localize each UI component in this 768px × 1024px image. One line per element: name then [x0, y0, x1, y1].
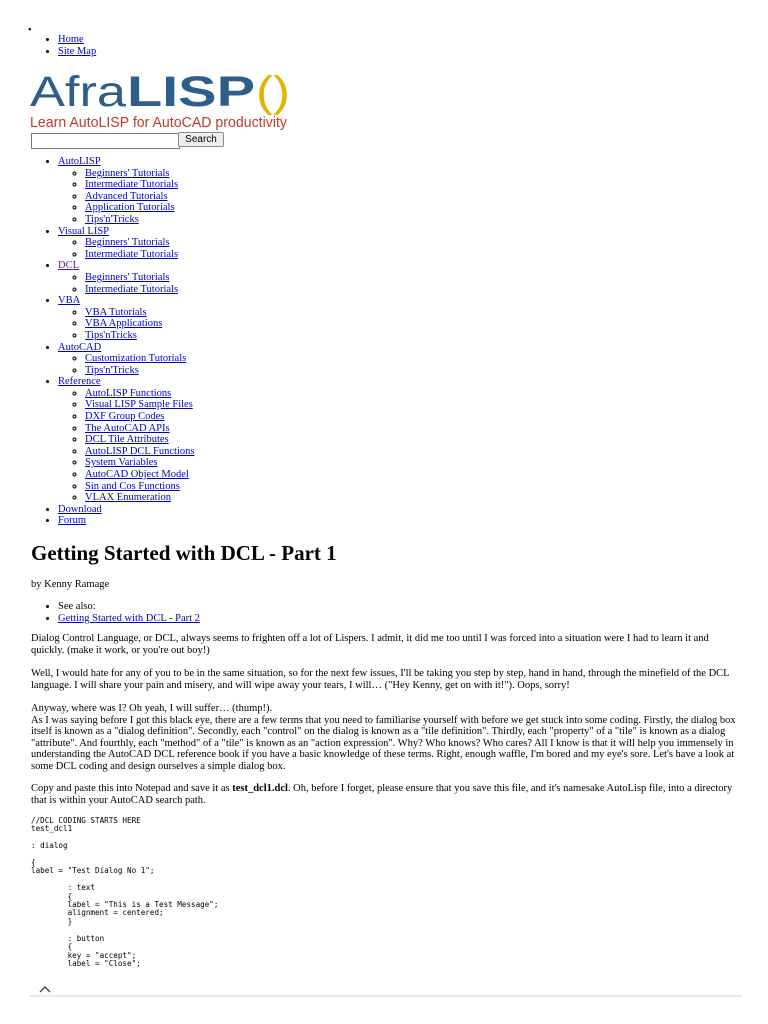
nav-subitem	[85, 457, 194, 469]
nav-section-visual-lisp	[58, 226, 194, 261]
nav-subitem	[85, 179, 194, 191]
see-also-label: • See also:	[58, 601, 200, 613]
bottom-divider	[30, 995, 742, 997]
nav-subitem	[85, 446, 194, 458]
see-also-list	[46, 601, 200, 624]
nav-link[interactable]: Intermediate Tutorials	[85, 283, 179, 295]
page-title: Getting Started with DCL - Part 1	[31, 541, 337, 565]
chevron-up-icon[interactable]	[36, 982, 54, 996]
nav-link[interactable]: Tips'nTricks	[85, 329, 137, 341]
afralisp-logo[interactable]	[30, 68, 300, 130]
nav-link[interactable]: Beginners' Tutorials	[85, 271, 170, 283]
nav-subitem	[85, 423, 194, 435]
nav-autocad-link[interactable]: AutoCAD	[58, 341, 102, 353]
nav-subitem	[85, 434, 194, 446]
nav-link[interactable]: DCL Tile Attributes	[85, 434, 169, 446]
logo-parens: ()	[256, 68, 290, 116]
nav-forum-link[interactable]: Forum	[58, 515, 87, 527]
home-link[interactable]: Home	[58, 34, 84, 45]
paragraph: Dialog Control Language, or DCL, always seems to frighten off a lot of Lispers. I admit, it did me too until I was forced into a situation were I had to learn it and quickly. (make it work, or you're out boy!)	[31, 633, 709, 656]
nav-link[interactable]: Beginners' Tutorials	[85, 167, 170, 179]
nav-link[interactable]: Application Tutorials	[85, 202, 175, 214]
paragraph	[31, 783, 741, 806]
byline: by Kenny Ramage	[31, 579, 110, 590]
nav-download	[58, 504, 194, 516]
nav-subitem	[85, 284, 194, 296]
nav-subitem	[85, 353, 194, 365]
nav-link[interactable]: Tips'n'Tricks	[85, 364, 139, 376]
logo-tagline: Learn AutoLISP for AutoCAD productivity	[30, 114, 288, 130]
nav-subitem	[85, 330, 194, 342]
nav-submenu	[85, 307, 194, 342]
nav-link[interactable]: Intermediate Tutorials	[85, 248, 179, 260]
nav-link[interactable]: Visual LISP Sample Files	[85, 399, 193, 411]
nav-subitem	[85, 365, 194, 377]
paragraph-line: As I was saying before I got this black eye, there are a few terms that you need to familiarise yourself with before we get stuck into some coding. Firstly, the dialog box itself is known as a "dialog definition". Secondly, each "control" on the dialog is known as a "tile definition". Thirdly, each "property" of a "tile" is known as a dialog "attribute". And fourthly, each "method" of a "tile" is known as an "action expression". Why? Who knows? Who cares? All I know is that it will help you immensely in understanding the AutoCAD DCL reference book if you have a basic knowledge of these terms. Right, enough waffle, I'm bored and my eye's sore. Let's have a look at some DCL coding and design ourselves a simple dialog box.	[31, 714, 736, 772]
nav-link[interactable]: DXF Group Codes	[85, 411, 165, 423]
nav-link[interactable]: Sin and Cos Functions	[85, 480, 180, 492]
nav-submenu	[85, 168, 194, 226]
nav-subitem	[85, 388, 194, 400]
nav-visual-lisp-link[interactable]: Visual LISP	[58, 225, 109, 237]
part-2-link[interactable]: Getting Started with DCL - Part 2	[58, 612, 200, 624]
nav-subitem	[85, 168, 194, 180]
nav-submenu	[85, 237, 194, 260]
nav-link[interactable]: System Variables	[85, 457, 158, 469]
code-block: //DCL CODING STARTS HERE test_dcl1 : dialog { label = "Test Dialog No 1"; : text { label = "This is a Test Message"; alignment = centered; } : button { key = "accept"; label = "Close";	[31, 816, 219, 968]
paragraph-text: Copy and paste this into Notepad and save it as	[31, 783, 233, 794]
nav-subitem	[85, 237, 194, 249]
logo-lisp: LISP	[127, 68, 255, 116]
nav-link[interactable]: Customization Tutorials	[85, 353, 187, 365]
see-also-item	[58, 613, 200, 625]
nav-submenu	[85, 353, 194, 376]
nav-subitem	[85, 469, 194, 481]
top-links	[46, 34, 96, 57]
nav-link[interactable]: AutoLISP DCL Functions	[85, 445, 195, 457]
paragraph-line: Anyway, where was I? Oh yeah, I will suffer… (thump!).	[31, 703, 273, 714]
nav-subitem	[85, 307, 194, 319]
nav-subitem	[85, 411, 194, 423]
nav-forum	[58, 515, 194, 527]
main-nav	[46, 156, 194, 527]
nav-dcl-link[interactable]: DCL	[58, 260, 79, 272]
nav-link[interactable]: Tips'n'Tricks	[85, 213, 139, 225]
nav-autolisp-link[interactable]: AutoLISP	[58, 156, 101, 167]
nav-subitem	[85, 191, 194, 203]
site-map-link[interactable]: Site Map	[58, 45, 97, 57]
nav-subitem	[85, 214, 194, 226]
nav-link[interactable]: VBA Tutorials	[85, 306, 147, 318]
nav-section-dcl	[58, 260, 194, 295]
filename: test_dcl1.dcl	[232, 783, 288, 794]
nav-link[interactable]: AutoLISP Functions	[85, 387, 172, 399]
nav-subitem	[85, 492, 194, 504]
nav-section-autocad	[58, 342, 194, 377]
nav-subitem	[85, 249, 194, 261]
nav-link[interactable]: Intermediate Tutorials	[85, 179, 179, 191]
nav-submenu	[85, 272, 194, 295]
paragraph-text: . Oh, before I forget, please ensure that you save this file, and it's namesake AutoLisp file, into a directory that is within your AutoCAD search path.	[31, 783, 733, 806]
logo-afra: Afra	[30, 68, 127, 116]
nav-section-vba	[58, 295, 194, 341]
nav-subitem	[85, 481, 194, 493]
top-bullet: •	[28, 25, 32, 36]
nav-subitem	[85, 202, 194, 214]
nav-link[interactable]: VLAX Enumeration	[85, 492, 172, 504]
nav-download-link[interactable]: Download	[58, 503, 102, 515]
paragraph	[31, 703, 741, 773]
nav-reference-link[interactable]: Reference	[58, 376, 101, 388]
nav-link[interactable]: AutoCAD Object Model	[85, 469, 189, 481]
nav-subitem	[85, 399, 194, 411]
top-link-item	[58, 34, 96, 46]
nav-link[interactable]: The AutoCAD APIs	[85, 422, 170, 434]
nav-subitem	[85, 272, 194, 284]
nav-link[interactable]: Advanced Tutorials	[85, 190, 168, 202]
nav-section-autolisp	[58, 156, 194, 226]
paragraph: Well, I would hate for any of you to be in the same situation, so for the next few issues, I'll be taking you step by step, hand in hand, through the minefield of the DCL language. I will share your pain and misery, and will wipe away your tears, I will… ("Hey Kenny, get on with it!"). Oops, sorry!	[31, 668, 730, 691]
search-button[interactable]: Search	[178, 132, 224, 147]
nav-link[interactable]: Beginners' Tutorials	[85, 237, 170, 249]
nav-section-reference	[58, 376, 194, 504]
nav-vba-link[interactable]: VBA	[58, 295, 81, 307]
nav-link[interactable]: VBA Applications	[85, 318, 163, 330]
search-input[interactable]	[31, 133, 180, 149]
top-link-item	[58, 46, 96, 58]
nav-subitem	[85, 318, 194, 330]
nav-submenu	[85, 388, 194, 504]
